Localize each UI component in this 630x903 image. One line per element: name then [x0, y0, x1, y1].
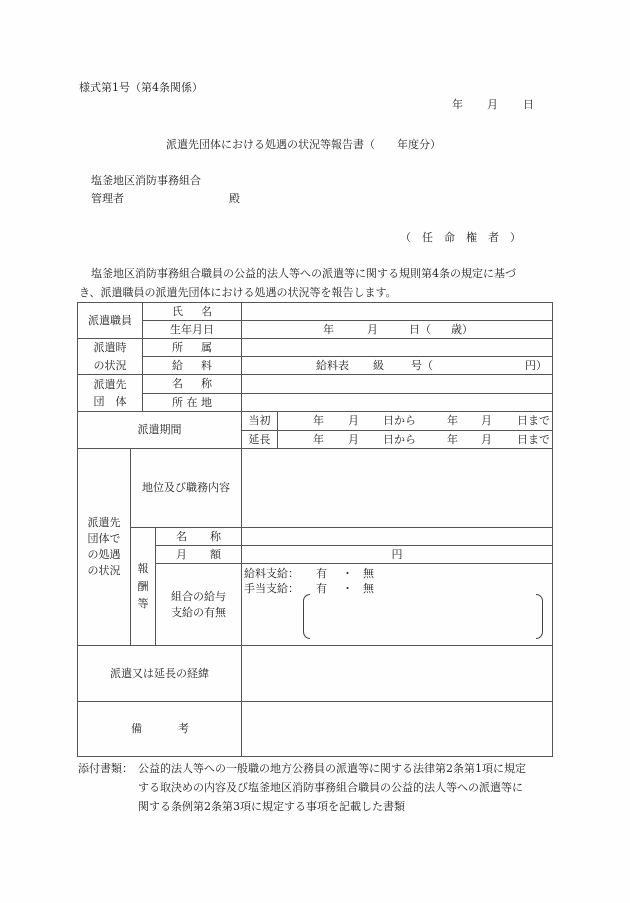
label-char: 等: [137, 597, 149, 611]
left-bracket-icon: [303, 594, 310, 639]
addressee-role: 管理者: [91, 192, 124, 205]
period-initial-label: 当初: [248, 414, 271, 428]
salary-step: 号（: [411, 358, 433, 372]
label-char: 名: [201, 304, 212, 318]
dest-name-label: [172, 375, 212, 393]
intro-line-1: 塩釜地区消防事務組合職員の公益的法人等への派遣等に関する規則第4条の規定に基づ: [91, 267, 516, 280]
background-label: 派遣又は延長の経緯: [110, 666, 209, 680]
addressee-honorific: 殿: [229, 192, 240, 205]
employee-birth-label: 生年月日: [170, 322, 214, 336]
label-char: 称: [201, 377, 212, 391]
date-year: 年: [452, 98, 463, 111]
rem-monthly-field[interactable]: [242, 546, 552, 563]
group-line: 派遣先: [87, 516, 121, 530]
remarks-label: [131, 702, 189, 756]
label-char: 酬: [137, 579, 149, 593]
part: 年: [447, 414, 458, 428]
allowance-pay-dot: ・: [342, 582, 353, 595]
table-rule: [142, 302, 143, 412]
part: 月: [348, 432, 359, 446]
label-char: 備: [131, 722, 142, 736]
label-char: 月: [176, 547, 187, 561]
label-line: 支給の有無: [171, 605, 226, 619]
table-rule: [77, 756, 553, 757]
label-char: 報: [137, 562, 149, 576]
allowance-pay-label: 手当支給：: [244, 582, 299, 595]
table-rule: [552, 302, 553, 757]
allowance-pay-yes[interactable]: 有: [316, 582, 327, 595]
employee-name-field[interactable]: [242, 303, 552, 320]
salary-grade: 級: [373, 358, 384, 372]
group-line: の処遇: [87, 548, 121, 561]
union-pay-label: [156, 564, 241, 645]
destination-group-label: [78, 375, 142, 411]
treatment-group-label: [78, 449, 130, 645]
document-title: 派遣先団体における処遇の状況等報告書（ 年度分）: [166, 138, 441, 151]
group-line: 団 体: [93, 395, 127, 408]
label-char: 額: [210, 547, 221, 561]
group-line: の状況: [87, 563, 121, 577]
remuneration-label: [131, 528, 155, 645]
form-number: 様式第1号（第4条関係）: [79, 81, 203, 94]
label-char: 氏: [172, 304, 183, 318]
label-char: 所: [172, 395, 183, 409]
employee-name-label: [172, 303, 212, 320]
salary-pay-no[interactable]: 無: [363, 567, 374, 580]
label-char: 属: [201, 340, 212, 354]
at-dispatch-group-label: [78, 339, 142, 374]
position-label: 地位及び職務内容: [142, 481, 230, 495]
yen-unit: 円: [391, 547, 403, 561]
birth-month: 月: [367, 322, 378, 336]
part: 月: [481, 432, 492, 446]
employee-group-label: 派遣職員: [88, 313, 132, 327]
salary-pay-dot: ・: [342, 567, 353, 580]
part: 月: [348, 414, 359, 428]
part: 日まで: [517, 432, 550, 446]
remarks-field[interactable]: [242, 702, 552, 756]
rem-name-field[interactable]: [242, 528, 552, 545]
birth-year: 年: [323, 322, 334, 336]
position-field[interactable]: [242, 449, 552, 527]
right-bracket-icon: [536, 594, 543, 639]
allowance-pay-no[interactable]: 無: [363, 582, 374, 595]
attachments-label: 添付書類：: [78, 762, 133, 775]
salary-field[interactable]: [242, 357, 552, 374]
period-label: 派遣期間: [137, 423, 182, 437]
attachments-line-2: する取決めの内容及び塩釜地区消防事務組合職員の公益的法人等への派遣等に: [138, 781, 523, 794]
dest-address-field[interactable]: [242, 394, 552, 411]
label-char: 所: [172, 340, 183, 354]
background-field[interactable]: [242, 646, 552, 701]
group-line: 派遣先: [93, 377, 127, 391]
period-extension-label: 延長: [248, 432, 271, 446]
employee-birth-field[interactable]: [242, 321, 552, 338]
birth-day: 日（: [409, 322, 431, 336]
label-char: 料: [201, 358, 212, 372]
label-char: 名: [172, 377, 183, 391]
part: 日から: [383, 432, 416, 446]
label-char: 地: [201, 395, 212, 409]
salary-pay-yes[interactable]: 有: [316, 567, 327, 580]
attachments-line-1: 公益的法人等への一般職の地方公務員の派遣等に関する法律第2条第1項に規定: [138, 762, 526, 775]
appointer: （ 任 命 権 者 ）: [400, 231, 521, 244]
union-pay-note-field[interactable]: [312, 596, 534, 636]
salary-table: 給料表: [316, 358, 349, 372]
group-line: の状況: [93, 358, 127, 372]
dept-label: [172, 339, 212, 356]
union-pay-field: [242, 564, 552, 645]
part: 年: [447, 432, 458, 446]
salary-yen: 円）: [525, 358, 547, 372]
label-char: 在: [186, 395, 198, 409]
dept-field[interactable]: [242, 339, 552, 356]
label-char: 考: [178, 722, 189, 736]
period-extension-field[interactable]: [278, 431, 552, 448]
part: 日から: [383, 414, 416, 428]
dest-name-field[interactable]: [242, 375, 552, 393]
label-char: 称: [210, 529, 221, 543]
label-char: 名: [176, 529, 187, 543]
rem-name-label: [176, 528, 221, 545]
label-line: 組合の給与: [171, 590, 226, 604]
group-line: 団体で: [87, 532, 121, 546]
period-initial-field[interactable]: [278, 412, 552, 430]
part: 月: [481, 414, 492, 428]
rem-monthly-label: [176, 546, 221, 563]
salary-label: [172, 357, 212, 374]
birth-age: 歳）: [451, 322, 473, 336]
dest-address-label: [172, 394, 212, 411]
addressee-org: 塩釜地区消防事務組合: [91, 174, 201, 187]
date-day: 日: [523, 98, 534, 111]
salary-pay-label: 給料支給：: [244, 567, 299, 580]
intro-line-2: き、派遣職員の派遣先団体における処遇の状況等を報告します。: [79, 286, 397, 299]
attachments-line-3: 関する条例第2条第3項に規定する事項を記載した書類: [138, 800, 405, 813]
part: 日まで: [517, 414, 550, 428]
label-char: 給: [172, 358, 183, 372]
part: 年: [313, 414, 324, 428]
date-month: 月: [487, 98, 498, 111]
group-line: 派遣時: [93, 341, 127, 355]
part: 年: [313, 432, 324, 446]
